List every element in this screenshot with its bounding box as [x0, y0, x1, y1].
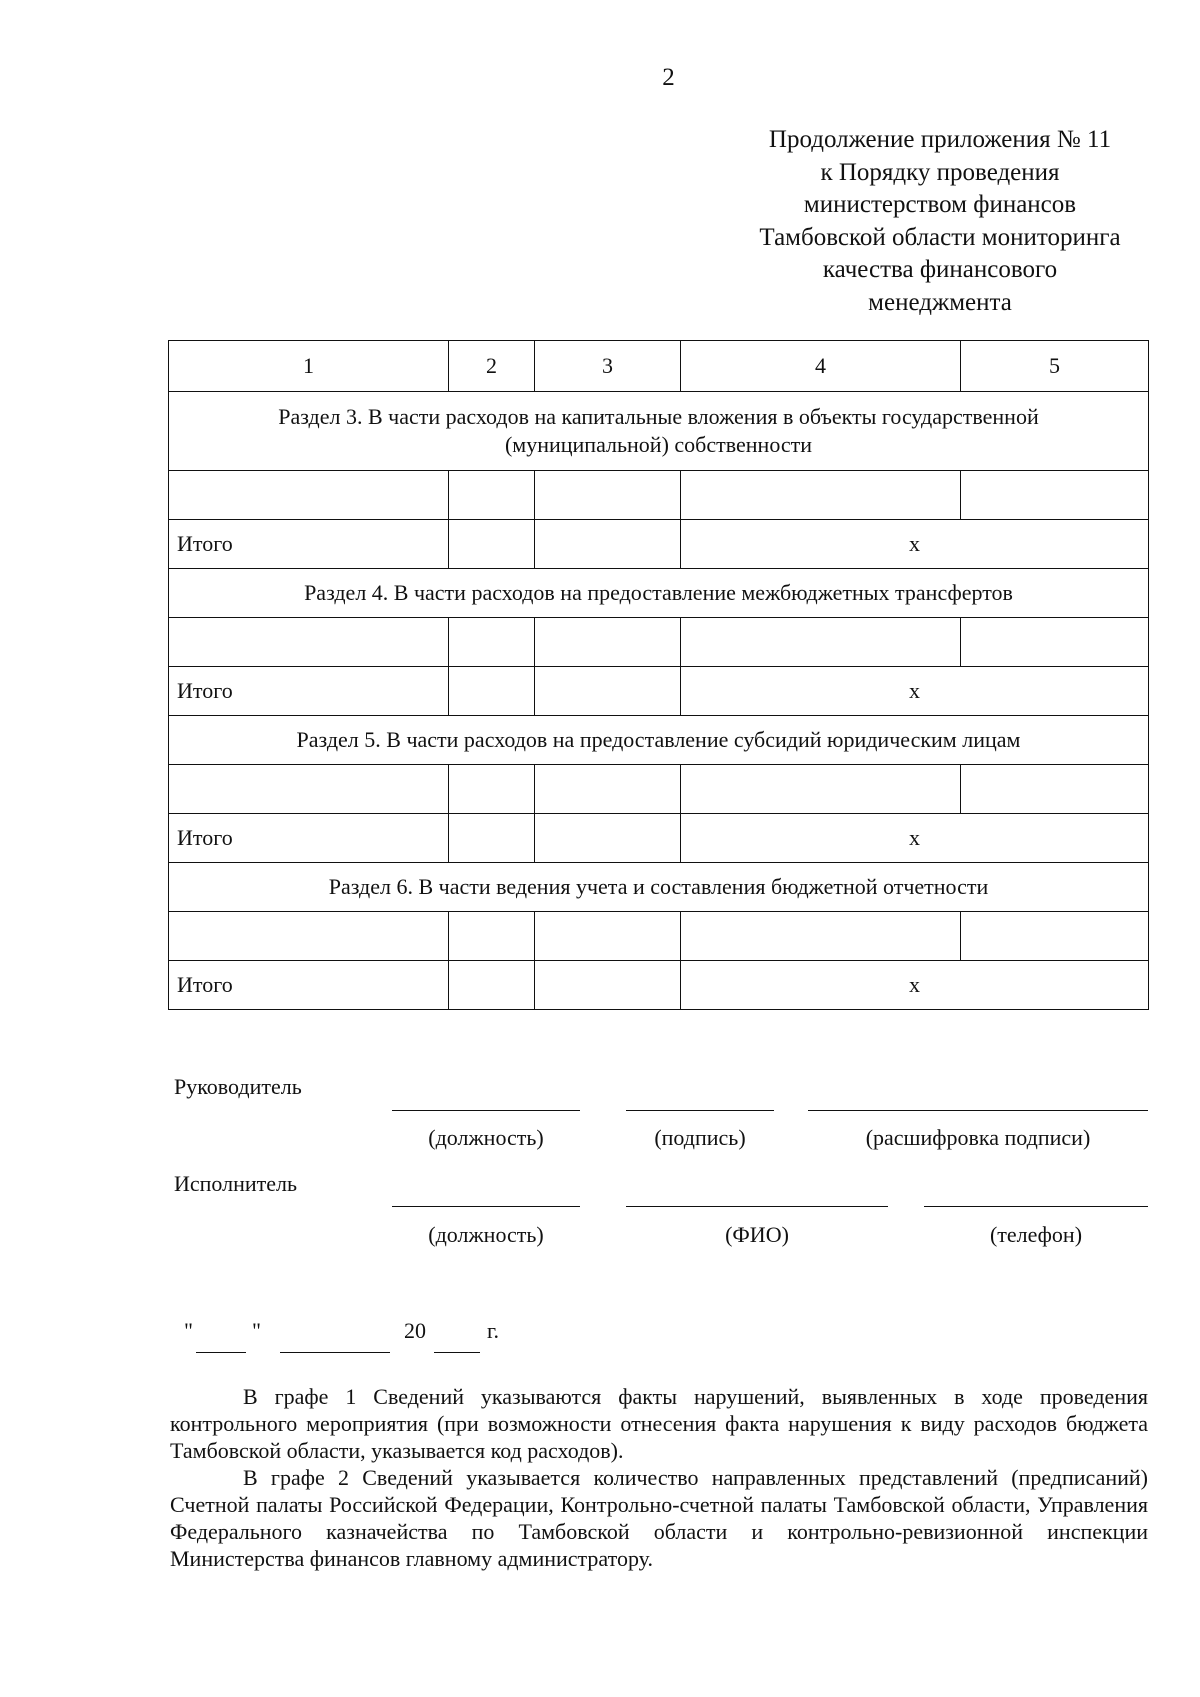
table-cell: [535, 618, 681, 667]
table-cell: [535, 814, 681, 863]
total-row: [169, 961, 1149, 1010]
section-row: [169, 716, 1149, 765]
table-cell: [449, 667, 535, 716]
section-row: [169, 392, 1149, 471]
column-header: 1: [169, 341, 449, 392]
column-number-row: [169, 341, 1149, 392]
table-cell: [535, 961, 681, 1010]
table-cell: [961, 471, 1149, 520]
total-row: [169, 814, 1149, 863]
total-row: [169, 667, 1149, 716]
phone-line: [924, 1206, 1148, 1207]
total-x-mark: х: [681, 520, 1149, 569]
position-line: [392, 1110, 580, 1111]
head-label: Руководитель: [174, 1074, 302, 1099]
heading-line: министерством финансов: [803, 191, 1077, 218]
section-title: Раздел 4. В части расходов на предоставление межбюджетных трансфертов: [169, 569, 1149, 618]
section-title-line: (муниципальной) собственности: [504, 432, 813, 457]
section-title: Раздел 5. В части расходов на предоставление субсидий юридическим лицам: [169, 716, 1149, 765]
table-cell: [449, 814, 535, 863]
table-cell: [961, 765, 1149, 814]
day-line: [196, 1352, 246, 1353]
section-title: Раздел 6. В части ведения учета и составления бюджетной отчетности: [169, 863, 1149, 912]
total-x-mark: х: [681, 667, 1149, 716]
heading-line: качества финансового: [822, 256, 1058, 283]
table-cell: [961, 618, 1149, 667]
phone-caption: (телефон): [989, 1222, 1083, 1247]
heading-line: Тамбовской области мониторинга: [759, 223, 1121, 251]
report-table: [168, 340, 1149, 1010]
date-open-quote: ": [184, 1318, 193, 1343]
position-caption: (должность): [428, 1222, 544, 1247]
fio-caption: (ФИО): [725, 1222, 789, 1247]
total-x-mark: х: [681, 961, 1149, 1010]
section-title-line: Раздел 3. В части расходов на капитальные вложения в объекты государственной: [278, 404, 1039, 429]
table-cell: [169, 471, 449, 520]
table-cell: [169, 765, 449, 814]
heading-line: к Порядку проведения: [820, 158, 1060, 186]
position-caption: (должность): [428, 1125, 544, 1150]
signature-decryption-line: [808, 1110, 1148, 1111]
executor-label: Исполнитель: [174, 1171, 298, 1196]
total-label: Итого: [169, 814, 449, 863]
table-cell: [449, 912, 535, 961]
table-cell: [169, 912, 449, 961]
year-line: [434, 1352, 480, 1353]
column-header: 2: [449, 341, 535, 392]
table-cell: [449, 520, 535, 569]
total-label: Итого: [169, 961, 449, 1010]
heading-line: менеджмента: [868, 288, 1012, 316]
note-paragraph: В графе 1 Сведений указываются факты нарушений, выявленных в ходе проведения контрольного мероприятия (при возможности отнесения факта нарушения к виду расходов бюджета Тамбовской области, указывается код расходов).: [170, 1384, 1148, 1463]
table-cell: [449, 765, 535, 814]
column-header: 5: [961, 341, 1149, 392]
position-line: [392, 1206, 580, 1207]
heading-line: Продолжение приложения № 11: [768, 126, 1112, 153]
total-row: [169, 520, 1149, 569]
section-row: [169, 863, 1149, 912]
column-header: 3: [535, 341, 681, 392]
total-label: Итого: [169, 667, 449, 716]
appendix-heading: [720, 124, 1160, 319]
blank-row: [169, 471, 1149, 520]
table-cell: [535, 667, 681, 716]
page-number: 2: [662, 64, 675, 91]
table-cell: [681, 765, 961, 814]
note-paragraph: В графе 2 Сведений указывается количество направленных представлений (предписаний) Счетной палаты Российской Федерации, Контрольно-счетной палаты Тамбовской области, Управления Федерального казначейства по Тамбовской области и контрольно-ревизионной инспекции Министерства финансов главному администратору.: [170, 1465, 1148, 1571]
date-close-quote: ": [252, 1318, 261, 1343]
signature-decryption-caption: (расшифровка подписи): [865, 1125, 1091, 1150]
year-prefix: 20: [404, 1318, 426, 1343]
blank-row: [169, 912, 1149, 961]
column-header: 4: [681, 341, 961, 392]
table-cell: [535, 765, 681, 814]
total-x-mark: х: [681, 814, 1149, 863]
table-cell: [449, 618, 535, 667]
table-cell: [535, 520, 681, 569]
notes: [170, 1383, 1148, 1572]
table-cell: [681, 471, 961, 520]
table-cell: [449, 471, 535, 520]
blank-row: [169, 618, 1149, 667]
signature-line: [626, 1110, 774, 1111]
table-cell: [681, 912, 961, 961]
table-cell: [535, 471, 681, 520]
section-row: [169, 569, 1149, 618]
table-cell: [449, 961, 535, 1010]
section-title: [169, 392, 1149, 471]
year-suffix: г.: [487, 1318, 500, 1343]
month-line: [280, 1352, 390, 1353]
fio-line: [626, 1206, 888, 1207]
blank-row: [169, 765, 1149, 814]
table-cell: [681, 618, 961, 667]
total-label: Итого: [169, 520, 449, 569]
signature-caption: (подпись): [654, 1125, 746, 1150]
table-cell: [535, 912, 681, 961]
table-cell: [961, 912, 1149, 961]
table-cell: [169, 618, 449, 667]
